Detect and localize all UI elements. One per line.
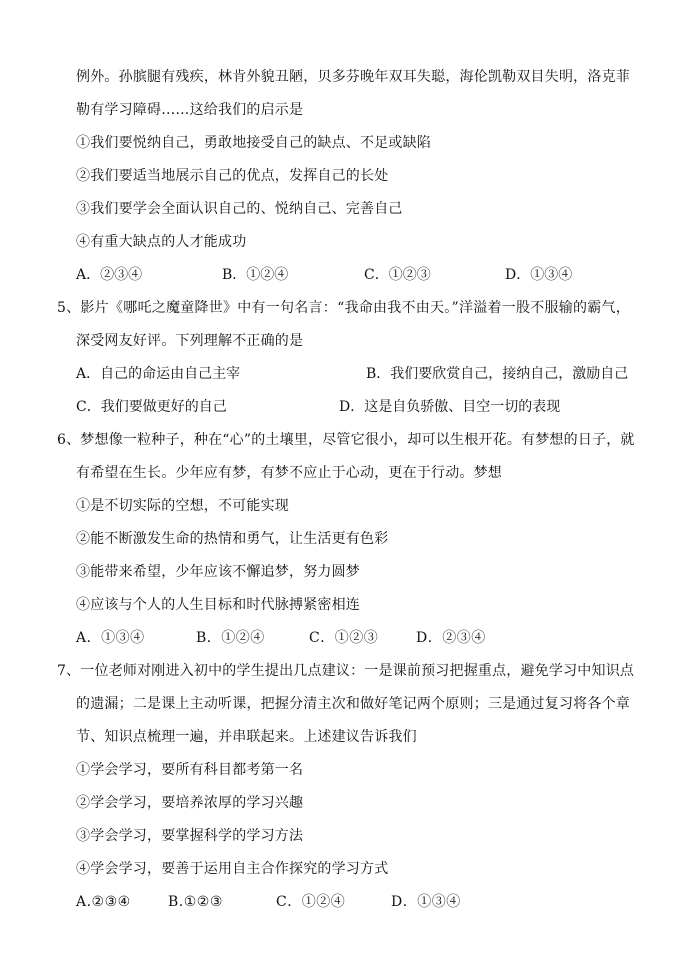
q6-stem-line-1: 6、梦想像一粒种子，种在“心”的土壤里，尽管它很小，却可以生根开花。有梦想的日子，就 — [57, 432, 635, 448]
q6-stem-line-2: 有希望在生长。少年应有梦，有梦不应止于心动，更在于行动。梦想 — [76, 465, 502, 481]
q6-item-4: ④应该与个人的人生目标和时代脉搏紧密相连 — [76, 597, 360, 613]
q4-option-d: D．①③④ — [505, 267, 573, 283]
q7-stem-line-3: 节、知识点梳理一遍，并串联起来。上述建议告诉我们 — [76, 729, 417, 745]
q4-option-c: C．①②③ — [364, 267, 431, 283]
q5-stem-line-2: 深受网友好评。下列理解不正确的是 — [76, 333, 304, 349]
q4-option-b: B．①②④ — [222, 267, 289, 283]
q7-item-4: ④学会学习，要善于运用自主合作探究的学习方式 — [76, 861, 389, 877]
q7-stem-line-2: 的遗漏；二是课上主动听课，把握分清主次和做好笔记两个原则；三是通过复习将各个章 — [76, 696, 630, 712]
q5-option-c: C．我们要做更好的自己 — [76, 399, 227, 415]
q4-stem-line-1: 例外。孙膑腿有残疾，林肯外貌丑陋，贝多芬晚年双耳失聪，海伦凯勒双目失明，洛克菲 — [76, 69, 630, 85]
q7-option-a: A.②③④ — [76, 894, 131, 910]
q6-option-d: D．②③④ — [416, 630, 486, 646]
q7-option-c: C．①②④ — [276, 894, 346, 910]
q4-item-3: ③我们要学会全面认识自己的、悦纳自己、完善自己 — [76, 201, 403, 217]
q6-option-b: B．①②④ — [196, 630, 265, 646]
q6-option-c: C．①②③ — [309, 630, 379, 646]
q7-option-d: D．①③④ — [391, 894, 461, 910]
q5-option-a: A．自己的命运由自己主宰 — [76, 366, 241, 382]
q4-item-1: ①我们要悦纳自己，勇敢地接受自己的缺点、不足或缺陷 — [76, 135, 431, 151]
q4-option-a: A．②③④ — [76, 267, 143, 283]
q4-item-4: ④有重大缺点的人才能成功 — [76, 234, 247, 250]
q5-stem-line-1: 5、影片《哪吒之魔童降世》中有一句名言：“我命由我不由天。”洋溢着一股不服输的霸气， — [57, 300, 630, 316]
q5-option-d: D．这是自负骄傲、目空一切的表现 — [339, 399, 561, 415]
q4-item-2: ②我们要适当地展示自己的优点，发挥自己的长处 — [76, 168, 389, 184]
q7-item-2: ②学会学习，要培养浓厚的学习兴趣 — [76, 795, 304, 811]
q7-option-b: B.①②③ — [168, 894, 223, 910]
q4-stem-line-2: 勒有学习障碍……这给我们的启示是 — [76, 102, 304, 118]
q6-item-2: ②能不断激发生命的热情和勇气，让生活更有色彩 — [76, 531, 389, 547]
q6-item-3: ③能带来希望，少年应该不懈追梦，努力圆梦 — [76, 564, 360, 580]
q7-item-3: ③学会学习，要掌握科学的学习方法 — [76, 828, 304, 844]
q6-item-1: ①是不切实际的空想，不可能实现 — [76, 498, 289, 514]
q7-item-1: ①学会学习，要所有科目都考第一名 — [76, 762, 304, 778]
q5-option-b: B．我们要欣赏自己，接纳自己，激励自己 — [366, 366, 629, 382]
q6-option-a: A．①③④ — [76, 630, 145, 646]
q7-stem-line-1: 7、一位老师对刚进入初中的学生提出几点建议：一是课前预习把握重点，避免学习中知识点 — [57, 663, 635, 679]
